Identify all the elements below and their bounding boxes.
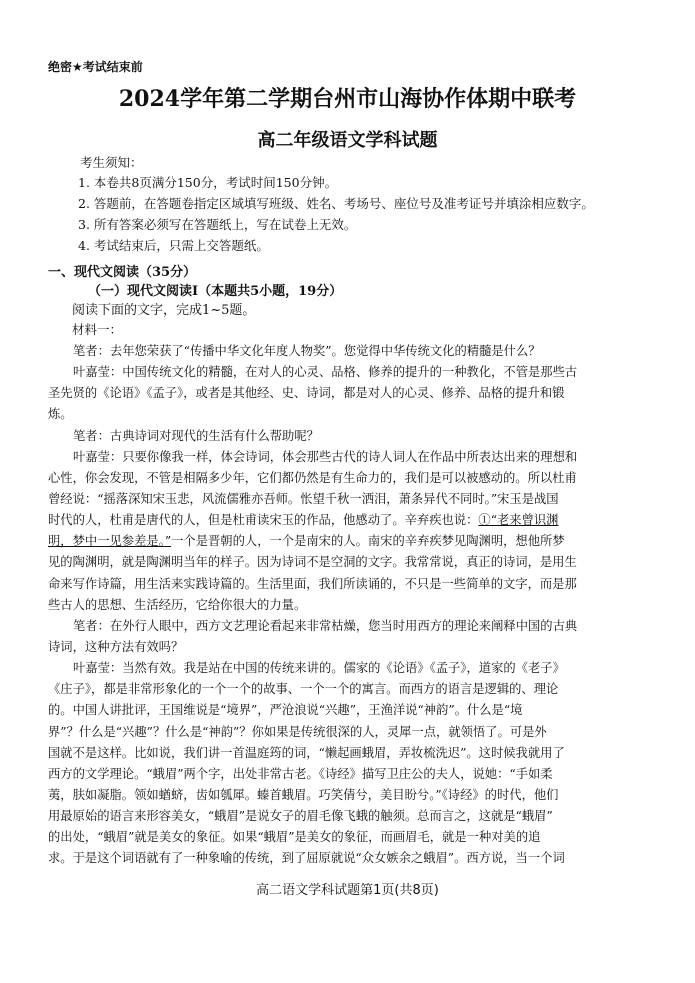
page-footer: 高二语文学科试题第1页(共8页) <box>256 883 439 898</box>
passage-text: 叶嘉莹：当然有效。我是站在中国的传统来讲的。儒家的《论语》《孟子》，道家的《老子》 <box>73 661 565 676</box>
underlined-quote: 明，梦中一见参差是。” <box>48 534 172 549</box>
passage-line <box>48 616 648 637</box>
passage-text: 些古人的思想、生活经历，它给你很大的力量。 <box>48 597 307 612</box>
exam-title: 2024学年第二学期台州市山海协作体期中联考 <box>118 86 577 112</box>
notice-item: 4. 考试结束后，只需上交答题纸。 <box>78 238 269 253</box>
passage-text: 求。于是这个词语就有了一种象喻的传统，到了屈原就说“众女嫉余之蛾眉”。西方说，当一个词 <box>48 851 565 866</box>
notice-item: 1. 本卷共8页满分150分，考试时间150分钟。 <box>78 175 338 190</box>
passage-line <box>48 637 648 658</box>
passage-line <box>48 848 648 869</box>
passage-line <box>48 785 648 806</box>
notice-list <box>78 172 594 256</box>
passage-line <box>48 700 648 721</box>
notice-item: 2. 答题前，在答题卷指定区域填写班级、姓名、考场号、座位号及准考证号并填涂相应数字。 <box>78 196 594 211</box>
passage-text: 圣先贤的《论语》《孟子》，或者是其他经、史、诗词，都是对人的心灵、修养、品格的提升和锻 <box>48 386 565 401</box>
secret-mark: 绝密★考试结束前 <box>48 60 143 74</box>
passage-line <box>48 806 648 827</box>
underlined-quote: ①“老来曾识渊 <box>478 513 559 528</box>
passage-text: 炼。 <box>48 407 73 422</box>
passage-text: 界”？什么是“兴趣”？什么是“神韵”？你如果是传统很深的人，灵犀一点，就领悟了。可是外 <box>48 724 547 739</box>
passage-text: 用最原始的语言来形容美女，“蛾眉”是说女子的眉毛像飞蛾的触须。总而言之，这就是“蛾眉” <box>48 809 553 824</box>
passage-line <box>48 679 648 700</box>
passage-line <box>48 468 648 489</box>
passage-text: 命来写作诗篇，用生活来实践诗篇的。生活里面，我们所读诵的，不只是一些简单的文字，而是那 <box>48 576 577 591</box>
passage-text: 叶嘉莹：只要你像我一样，体会诗词，体会那些古代的诗人词人在作品中所表达出来的理想和 <box>73 449 578 464</box>
reading-instruction: 阅读下面的文字，完成1~5题。 <box>72 303 256 318</box>
passage-text: 见的陶渊明，就是陶渊明当年的样子。因为诗词不是空洞的文字。我常常说，真正的诗词，是用生 <box>48 555 577 570</box>
passage-line <box>48 404 648 425</box>
passage-line <box>48 341 648 362</box>
passage-line <box>48 362 648 383</box>
passage-body <box>48 341 648 870</box>
passage-text: 曾经说：“摇落深知宋玉悲，风流儒雅亦吾师。怅望千秋一洒泪，萧条异代不同时。”宋玉是战国 <box>48 491 559 506</box>
exam-subtitle: 高二年级语文学科试题 <box>257 130 438 151</box>
notice-item: 3. 所有答案必须写在答题纸上，写在试卷上无效。 <box>78 217 357 232</box>
passage-line <box>48 658 648 679</box>
passage-text: 心性，你会发现，不管是相隔多少年，它们都仍然是有生命力的，我们是可以被感动的。所以杜甫 <box>48 470 577 485</box>
passage-line <box>48 764 648 785</box>
passage-text: 笔者：在外行人眼中，西方文艺理论看起来非常枯燥，您当时用西方的理论来阐释中国的古典 <box>73 618 578 633</box>
passage-text: 诗词，这种方法有效吗？ <box>48 639 184 654</box>
passage-text: 时代的人，杜甫是唐代的人，但是杜甫读宋玉的作品，他感动了。辛弃疾也说： <box>48 513 479 528</box>
passage-text: 笔者：去年您荣获了“传播中华文化年度人物奖”。您觉得中华传统文化的精髓是什么？ <box>73 344 541 358</box>
passage-text: 《庄子》，都是非常形象化的一个一个的故事、一个一个的寓言。而西方的语言是逻辑的、理论 <box>48 682 559 697</box>
passage-text: 的出处，“蛾眉”就是美女的象征。如果“蛾眉”是美女的象征，而画眉毛，就是一种对美的追 <box>48 830 541 845</box>
notice-heading: 考生须知： <box>80 155 143 170</box>
passage-line <box>48 510 648 531</box>
passage-line <box>48 489 648 510</box>
passage-line <box>48 447 648 468</box>
passage-text: 笔者：古典诗词对现代的生活有什么帮助呢？ <box>73 428 319 443</box>
subsection-heading: （一）现代文阅读Ⅰ（本题共5小题，19分） <box>88 284 343 299</box>
passage-line <box>48 574 648 595</box>
passage-text: 国就不是这样。比如说，我们讲一首温庭筠的词，“懒起画蛾眉，弄妆梳洗迟”。这时候我就用了 <box>48 745 565 760</box>
passage-line <box>48 531 648 552</box>
passage-text: 西方的文学理论。“蛾眉”两个字，出处非常古老。《诗经》描写卫庄公的夫人，说她：“手如柔 <box>48 766 553 781</box>
passage-text: 一个是晋朝的人，一个是南宋的人。南宋的辛弃疾梦见陶渊明，想他所梦 <box>171 534 565 549</box>
material-label: 材料一： <box>72 322 123 337</box>
passage-text: 的。中国人讲批评，王国维说是“境界”，严沧浪说“兴趣”，王渔洋说“神韵”。什么是“境 <box>48 703 523 718</box>
passage-line <box>48 426 648 447</box>
section-heading: 一、现代文阅读（35分） <box>48 265 197 280</box>
passage-line <box>48 722 648 743</box>
passage-text: 荑，肤如凝脂。领如蝤蛴，齿如瓠犀。螓首蛾眉。巧笑倩兮，美目盼兮。”《诗经》的时代，他们 <box>48 787 559 802</box>
passage-line <box>48 595 648 616</box>
passage-line <box>48 743 648 764</box>
passage-text: 叶嘉莹：中国传统文化的精髓，在对人的心灵、品格、修养的提升的一种教化，不管是那些古 <box>73 365 578 380</box>
passage-line <box>48 552 648 573</box>
passage-line <box>48 383 648 404</box>
passage-line <box>48 827 648 848</box>
